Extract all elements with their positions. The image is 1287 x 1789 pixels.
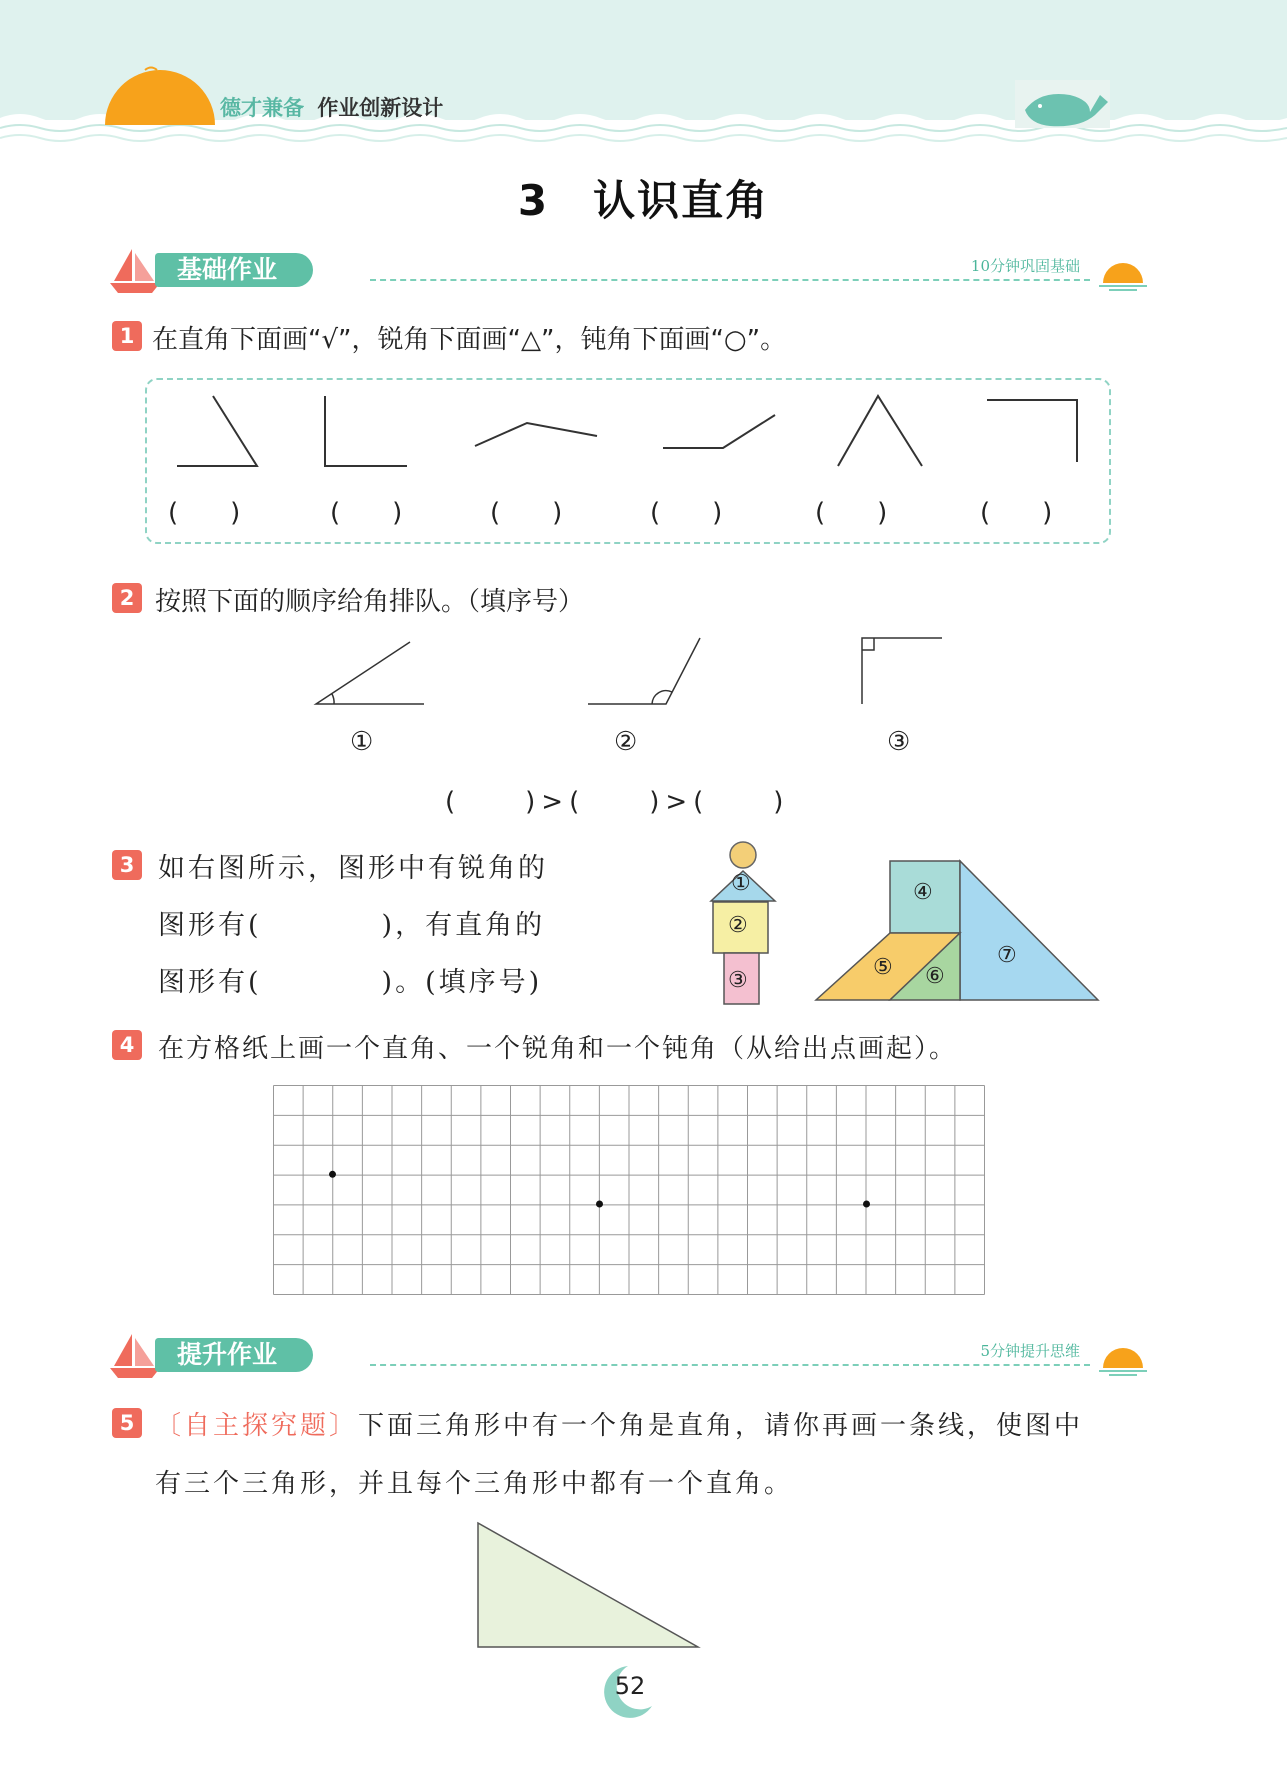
q2-angles-figure <box>300 630 960 710</box>
angle-2 <box>588 638 700 704</box>
brand-primary: 德才兼备 <box>220 96 304 120</box>
page-title: 3 认识直角 <box>517 176 770 225</box>
question-3-text <box>158 840 628 1011</box>
q1-blank-1[interactable]: ( ) <box>168 498 241 528</box>
question-4-number: 4 <box>112 1030 142 1060</box>
q1-blank-2[interactable]: ( ) <box>330 498 403 528</box>
q2-label-1: ① <box>350 727 374 757</box>
sailboat-icon <box>110 245 160 295</box>
q1-blank-3[interactable]: ( ) <box>490 498 563 528</box>
sailboat-icon <box>110 1330 160 1380</box>
section-basic-label: 基础作业 <box>155 253 313 287</box>
angle-5 <box>838 396 922 466</box>
section-basic-time: 10分钟巩固基础 <box>970 257 1080 275</box>
q1-blank-6[interactable]: ( ) <box>980 498 1053 528</box>
right-triangle[interactable] <box>470 1515 710 1655</box>
shape-7 <box>960 861 1098 1000</box>
q5-text-1: 下面三角形中有一个角是直角，请你再画一条线，使图中 <box>358 1411 1084 1441</box>
sun-icon <box>1095 1338 1150 1378</box>
divider <box>370 1364 1090 1366</box>
q3-line-1: 如右图所示，图形中有锐角的 <box>158 853 548 884</box>
question-5-line-1 <box>155 1405 1083 1442</box>
angle-1 <box>177 396 257 466</box>
angle-3 <box>475 423 597 446</box>
q3-line-3[interactable]: 图形有( )。(填序号) <box>158 967 543 998</box>
q5-tag: 〔自主探究题〕 <box>155 1411 359 1441</box>
header-brand <box>220 92 443 122</box>
start-point-2 <box>596 1201 603 1208</box>
angle-2 <box>325 396 407 466</box>
question-2-number: 2 <box>112 583 142 613</box>
question-1-number: 1 <box>112 321 142 351</box>
header-band <box>0 0 1287 150</box>
start-point-1 <box>329 1171 336 1178</box>
shape-label-7: ⑦ <box>997 943 1017 968</box>
angle-6 <box>987 400 1077 462</box>
whale-icon <box>1015 80 1110 128</box>
section-advanced-label: 提升作业 <box>155 1338 313 1372</box>
question-2-text: 按照下面的顺序给角排队。（填序号） <box>155 587 585 617</box>
section-advanced-bar <box>110 1330 1150 1380</box>
sun-icon <box>1095 253 1150 293</box>
shape-label-1: ① <box>731 871 751 896</box>
shape-label-3: ③ <box>728 968 748 993</box>
grid-paper[interactable] <box>273 1085 985 1295</box>
q3-shapes-figure <box>700 835 1120 1015</box>
shape-label-2: ② <box>728 913 748 938</box>
question-5-line-2: 有三个三角形，并且每个三角形中都有一个直角。 <box>155 1469 794 1499</box>
divider <box>370 279 1090 281</box>
section-advanced-time: 5分钟提升思维 <box>980 1342 1080 1360</box>
start-point-3 <box>863 1201 870 1208</box>
q1-angles-figure <box>145 378 1111 544</box>
question-3-number: 3 <box>112 850 142 880</box>
question-5-number: 5 <box>112 1408 142 1438</box>
shape-label-6: ⑥ <box>925 964 945 989</box>
question-4-text: 在方格纸上画一个直角、一个锐角和一个钝角（从给出点画起）。 <box>158 1034 958 1064</box>
q1-blank-5[interactable]: ( ) <box>815 498 888 528</box>
q3-line-2[interactable]: 图形有( )，有直角的 <box>158 910 546 941</box>
shape-label-4: ④ <box>913 880 933 905</box>
section-basic-bar <box>110 245 1150 295</box>
q2-order-blank[interactable]: ( )>( )>( ) <box>445 787 790 817</box>
q1-blank-4[interactable]: ( ) <box>650 498 723 528</box>
brand-secondary: 作业创新设计 <box>317 96 444 120</box>
page-number: 52 <box>614 1672 646 1700</box>
q2-label-2: ② <box>614 727 638 757</box>
question-1-text: 在直角下面画“√”，锐角下面画“△”，钝角下面画“○”。 <box>152 325 787 355</box>
angle-4 <box>663 415 775 448</box>
shape-label-5: ⑤ <box>873 955 893 980</box>
q2-label-3: ③ <box>887 727 911 757</box>
